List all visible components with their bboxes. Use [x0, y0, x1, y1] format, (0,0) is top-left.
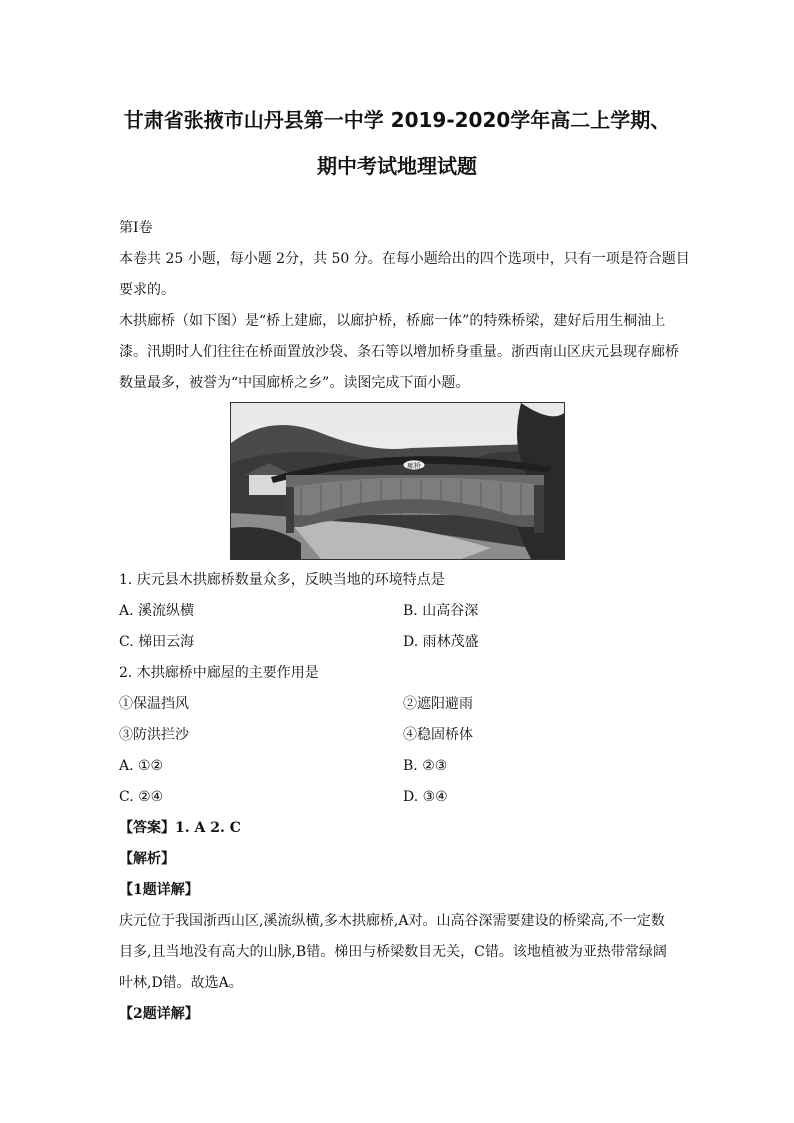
page-title-line1: 甘肃省张掖市山丹县第一中学 2019-2020学年高二上学期、 [123, 108, 671, 132]
detail-1-line: 目多,且当地没有高大的山脉,B错。梯田与桥梁数目无关，C错。该地植被为亚热带常绿阔 [119, 944, 667, 960]
question-2-stem: 2. 木拱廊桥中廊屋的主要作用是 [119, 665, 319, 681]
passage-line: 数量最多，被誉为“中国廊桥之乡”。读图完成下面小题。 [119, 375, 470, 391]
q1-option-a: A. 溪流纵横 [119, 603, 195, 619]
detail-2-label: 【2题详解】 [119, 1006, 199, 1022]
passage-line: 漆。汛期时人们往往在桥面置放沙袋、条石等以增加桥身重量。浙西南山区庆元县现存廊桥 [119, 344, 679, 360]
section-label: 第Ⅰ卷 [119, 220, 153, 236]
q2-option-a: A. ①② [119, 758, 164, 774]
q2-option-d: D. ③④ [403, 789, 448, 805]
instructions-line: 要求的。 [119, 282, 175, 298]
detail-1-label: 【1题详解】 [119, 882, 199, 898]
detail-1-line: 庆元位于我国浙西山区,溪流纵横,多木拱廊桥,A对。山高谷深需要建设的桥梁高,不一定数 [119, 913, 665, 929]
q2-option-c: C. ②④ [119, 789, 164, 805]
passage-line: 木拱廊桥（如下图）是“桥上建廊，以廊护桥，桥廊一体”的特殊桥梁，建好后用生桐油上 [119, 313, 666, 329]
q2-statement-4: ④稳固桥体 [403, 727, 473, 743]
page-title-line2: 期中考试地理试题 [317, 154, 477, 178]
instructions-line: 本卷共 25 小题，每小题 2分，共 50 分。在每小题给出的四个选项中，只有一项是符合题目 [119, 251, 690, 267]
q2-statement-3: ③防洪拦沙 [119, 727, 189, 743]
q2-statement-1: ①保温挡风 [119, 696, 189, 712]
question-1-stem: 1. 庆元县木拱廊桥数量众多，反映当地的环境特点是 [119, 572, 445, 588]
q2-statement-2: ②遮阳避雨 [403, 696, 473, 712]
covered-bridge-photo [230, 402, 565, 560]
detail-1-line: 叶林,D错。故选A。 [119, 975, 243, 991]
q1-option-c: C. 梯田云海 [119, 634, 195, 650]
answer-key: 【答案】1. A 2. C [119, 820, 241, 836]
q2-option-b: B. ②③ [403, 758, 448, 774]
q1-option-d: D. 雨林茂盛 [403, 634, 479, 650]
analysis-label: 【解析】 [119, 851, 175, 867]
bridge-sign-label: 廊桥 [407, 462, 421, 470]
q1-option-b: B. 山高谷深 [403, 603, 479, 619]
